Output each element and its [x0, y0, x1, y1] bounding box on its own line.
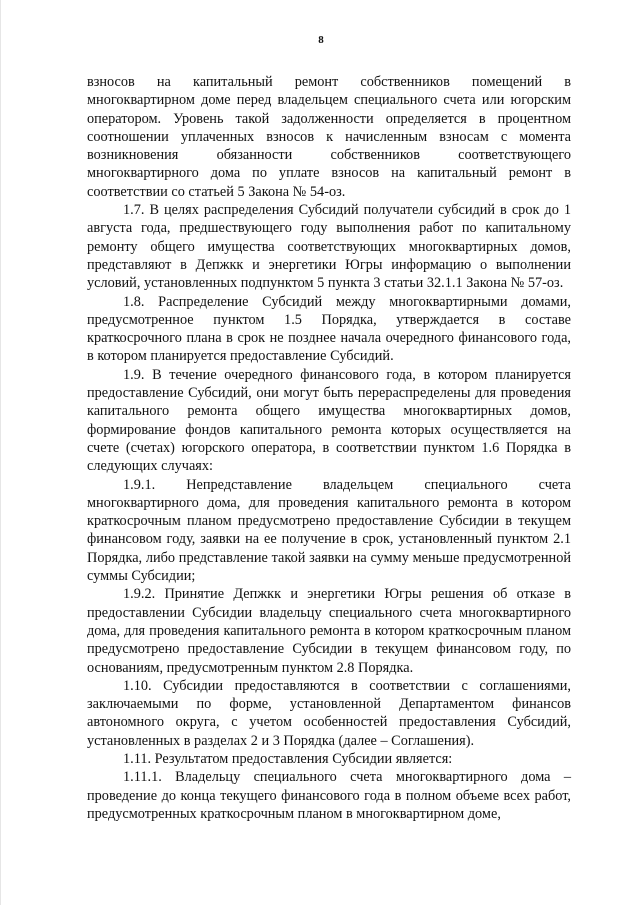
- paragraph-1-9-1: 1.9.1. Непредставление владельцем специального счета многоквартирного дома, для проведения капитального ремонта в котором краткосрочным планом предусмотрено предоставление Субсидии в текущем финансовом году, заявки на ее получение в срок, установленный пунктом 2.1 Порядка, либо представление такой заявки на сумму меньше предусмотренной суммы Субсидии;: [87, 476, 571, 585]
- paragraph-1-8: 1.8. Распределение Субсидий между многоквартирными домами, предусмотренное пунктом 1.5 Порядка, утверждается в составе краткосрочного плана в срок не позднее начала очередного финансового года, в котором планируется предоставление Субсидий.: [87, 293, 571, 365]
- paragraph-1-11: 1.11. Результатом предоставления Субсидии является:: [123, 750, 453, 767]
- paragraph-1-9-2: 1.9.2. Принятие Депжкк и энергетики Югры решения об отказе в предоставлении Субсидии владельцу специального счета многоквартирного дома, для проведения капитального ремонта в котором краткосрочным планом предусмотрено предоставление Субсидии в текущем финансовом году, по основаниям, предусмотренным пунктом 2.8 Порядка.: [87, 586, 571, 676]
- document-body: [87, 73, 571, 823]
- paragraph-continuation: взносов на капитальный ремонт собственников помещений в многоквартирном доме перед владельцем специального счета или югорским оператором. Уровень такой задолженности определяется в процентном соотношении уплаченных взносов к начисленным взносам с момента возникновения обязанности собственников соответствующего многоквартирного дома по уплате взносов на капитальный ремонт в соответствии со статьей 5 Закона № 54-оз.: [87, 74, 571, 200]
- paragraph-1-11-1: 1.11.1. Владельцу специального счета многоквартирного дома – проведение до конца текущего финансового года в полном объеме всех работ, предусмотренных краткосрочным планом в многоквартирном доме,: [87, 769, 571, 822]
- paragraph-1-7: 1.7. В целях распределения Субсидий получатели субсидий в срок до 1 августа года, предшествующего году выполнения работ по капитальному ремонту общего имущества соответствующих многоквартирных домов, представляют в Депжкк и энергетики Югры информацию о выполнении условий, установленных подпунктом 5 пункта 3 статьи 32.1.1 Закона № 57-оз.: [87, 202, 571, 292]
- page-number: 8: [318, 34, 324, 46]
- paragraph-1-9: 1.9. В течение очередного финансового года, в котором планируется предоставление Субсидий, они могут быть перераспределены для проведения капитального ремонта общего имущества многоквартирных домов, формирование фондов капитального ремонта которых осуществляется на счете (счетах) югорского оператора, в соответствии пунктом 1.6 Порядка в следующих случаях:: [87, 366, 571, 475]
- paragraph-1-10: 1.10. Субсидии предоставляются в соответствии с соглашениями, заключаемыми по форме, установленной Департаментом финансов автономного округа, с учетом особенностей предоставления Субсидий, установленных в разделах 2 и 3 Порядка (далее – Соглашения).: [87, 677, 571, 749]
